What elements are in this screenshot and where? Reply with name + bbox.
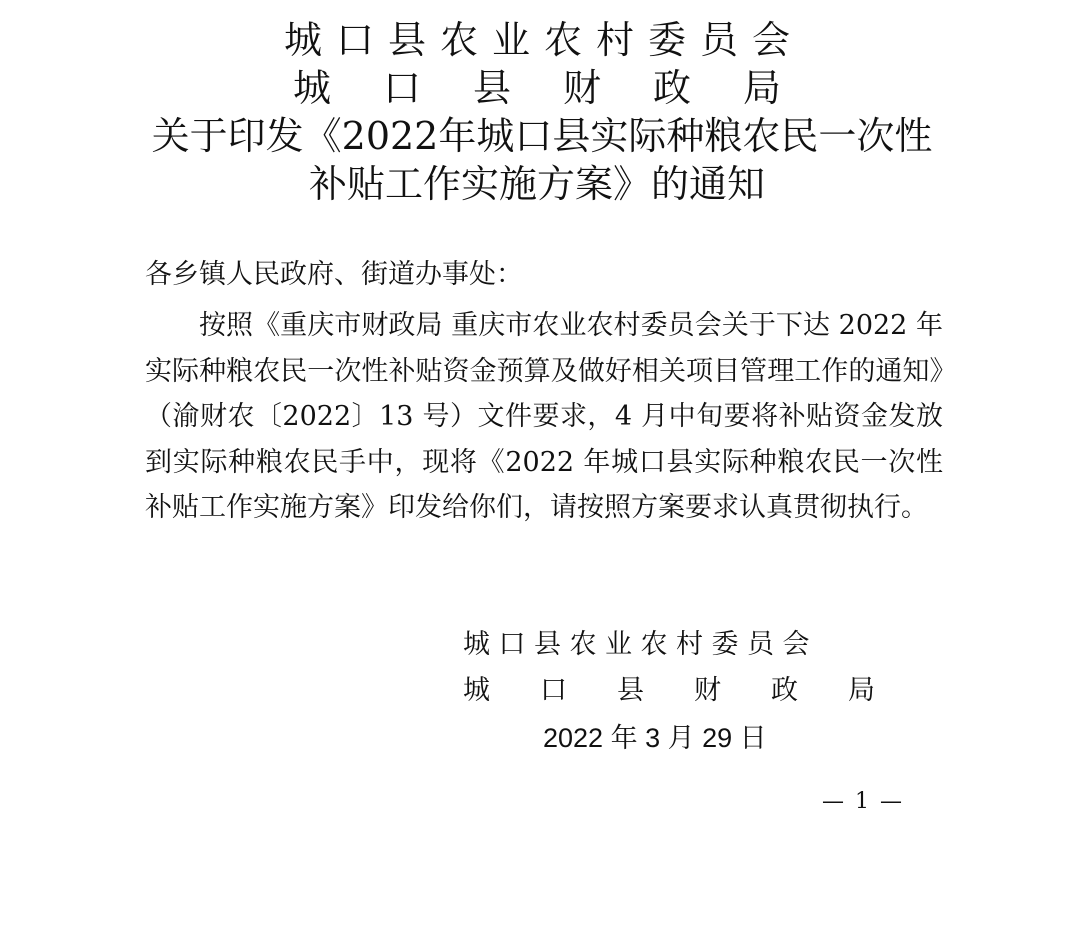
salutation: 各乡镇人民政府、街道办事处： [145,259,523,290]
title-issuer-1: 城口县农业农村委员会 [283,18,804,62]
signatory-finance-bureau: 城口县财政局 [463,675,925,706]
signature-block [463,622,925,714]
document-date: 2022 年 3 月 29 日 [543,723,767,753]
title-subject-line-1: 关于印发《2022年城口县实际种粮农民一次性 [151,114,933,158]
signatory-agriculture-committee: 城口县农业农村委员会 [463,629,818,660]
document-title [0,16,1074,208]
page-number: — 1 — [822,789,904,814]
title-issuer-2: 城口县财政局 [292,66,833,110]
title-subject-line-2: 补贴工作实施方案》的通知 [308,162,765,206]
body-paragraph: 按照《重庆市财政局 重庆市农业农村委员会关于下达 2022 年实际种粮农民一次性补贴资金预算及做好相关项目管理工作的通知》（渝财农〔2022〕13 号）文件要求，4 月中旬要将补贴资金发放到实际种粮农民手中，现将《2022 年城口县实际种粮农民一次性补贴工作实施方案》印发给你们，请按照方案要求认真贯彻执行。 [145,310,943,524]
